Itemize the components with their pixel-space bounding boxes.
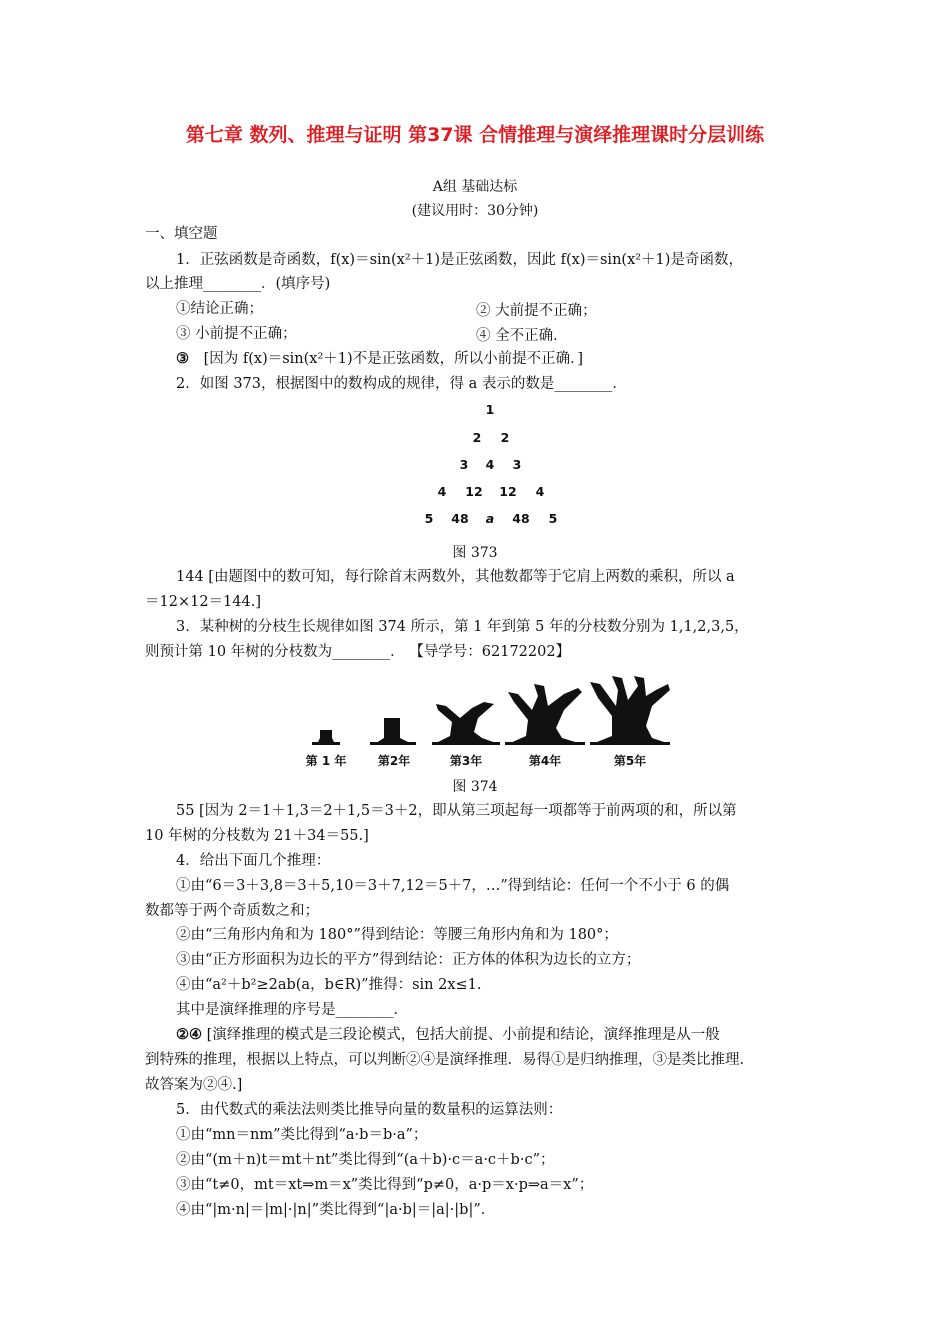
q4-line-6: ④由“a²＋b²≥2ab(a，b∈R)”推得：sin 2x≤1. (176, 977, 482, 993)
q1-option-2: ② 大前提不正确； (476, 303, 597, 319)
q4-answer-line-2: 到特殊的推理，根据以上特点，可以判断②④是演绎推理．易得①是归纳推理，③是类比推理． (145, 1052, 754, 1068)
page-title: 第七章 数列、推理与证明 第37课 合情推理与演绎推理课时分层训练 (185, 124, 765, 146)
tree-year-5 (590, 676, 670, 744)
q4-line-7: 其中是演绎推理的序号是________． (176, 1002, 408, 1018)
figure-374-caption: 图 374 (452, 779, 498, 795)
triangle-cell: 48 (451, 511, 469, 526)
triangle-cell: 3 (512, 457, 522, 472)
group-heading: A组 基础达标 (432, 179, 518, 195)
q5-line-1: 5．由代数式的乘法法则类比推导向量的数量积的运算法则： (176, 1102, 563, 1118)
triangle-cell: 2 (472, 430, 482, 445)
q3-answer-line-2: 10 年树的分枝数为 21＋34＝55.] (145, 828, 369, 844)
q4-line-2: ①由“6＝3＋3,8＝3＋5,10＝3＋7,12＝5＋7，…”得到结论：任何一个不小于 6 的偶 (176, 878, 730, 894)
tree-year-1 (318, 730, 334, 742)
triangle-cell: 1 (485, 402, 495, 417)
section-heading: 一、填空题 (145, 226, 218, 242)
q1-line-1: 1．正弦函数是奇函数，f(x)＝sin(x²＋1)是正弦函数，因此 f(x)＝sin(x²＋1)是奇函数， (176, 252, 743, 268)
triangle-cell: 48 (512, 511, 530, 526)
tree-label: 第4年 (528, 754, 562, 768)
q1-option-3: ③ 小前提不正确； (176, 326, 297, 342)
q4-line-1: 4．给出下面几个推理： (176, 853, 331, 869)
tree-year-2 (376, 718, 410, 743)
tree-year-3 (436, 702, 496, 743)
q5-line-5: ④由“|m·n|＝|m|·|n|”类比得到“|a·b|＝|a|·|b|”． (176, 1202, 496, 1218)
triangle-cell: 5 (548, 511, 558, 526)
q5-line-4: ③由“t≠0，mt＝xt⇒m＝x”类比得到“p≠0，a·p＝x·p⇒a＝x”； (176, 1177, 594, 1193)
q1-answer-text: [因为 f(x)＝sin(x²＋1)不是正弦函数，所以小前提不正确．] (203, 351, 584, 367)
ground-line (312, 742, 340, 745)
q4-line-5: ③由“正方形面积为边长的平方”得到结论：正方体的体积为边长的立方； (176, 952, 641, 968)
q4-answer-line-3: 故答案为②④.] (145, 1077, 243, 1093)
q4-line-3: 数都等于两个奇质数之和； (145, 903, 319, 919)
q1-option-1: ①结论正确； (176, 301, 263, 317)
triangle-cell: a (485, 511, 495, 526)
q3-line-2: 则预计第 10 年树的分枝数为________． 【导学号：62172202】 (145, 644, 571, 660)
q1-line-2: 以上推理________．(填序号) (145, 276, 331, 292)
triangle-cell: 4 (437, 484, 447, 499)
q1-answer-mark: ③ (176, 350, 189, 367)
tree-label: 第2年 (377, 754, 411, 768)
triangle-cell: 4 (485, 457, 495, 472)
triangle-cell: 12 (465, 484, 483, 499)
q5-line-2: ①由“mn＝nm”类比得到“a·b＝b·a”； (176, 1127, 428, 1143)
tree-year-4 (508, 684, 582, 744)
triangle-cell: 5 (424, 511, 434, 526)
figure-373-caption: 图 373 (452, 545, 498, 561)
triangle-cell: 3 (459, 457, 469, 472)
q2-answer-line-2: ＝12×12＝144.] (145, 594, 261, 610)
triangle-cell: 2 (500, 430, 510, 445)
triangle-cell: 12 (499, 484, 517, 499)
q2-line-1: 2．如图 373，根据图中的数构成的规律，得 a 表示的数是________． (176, 376, 627, 392)
suggested-time: (建议用时：30分钟) (411, 203, 539, 219)
triangle-cell: 4 (535, 484, 545, 499)
q4-line-4: ②由“三角形内角和为 180°”得到结论：等腰三角形内角和为 180°； (176, 927, 618, 943)
q1-option-4: ④ 全不正确． (476, 328, 568, 344)
q3-line-1: 3．某种树的分枝生长规律如图 374 所示，第 1 年到第 5 年的分枝数分别为 1,1,2,3,5， (176, 619, 749, 635)
tree-label: 第3年 (449, 754, 483, 768)
q5-line-3: ②由“(m＋n)t＝mt＋nt”类比得到“(a＋b)·c＝a·c＋b·c”； (176, 1152, 555, 1168)
q3-answer-line-1: 55 [因为 2＝1＋1,3＝2＋1,5＝3＋2，即从第三项起每一项都等于前两项的和，所以第 (176, 803, 737, 819)
q4-answer-text: [演绎推理的模式是三段论模式，包括大前提、小前提和结论，演绎推理是从一般 (202, 1027, 720, 1043)
tree-label: 第5年 (613, 754, 647, 768)
tree-growth-figure (300, 672, 680, 752)
q4-answer-line-1 (176, 1025, 720, 1045)
q4-answer-mark: ②④ (176, 1026, 202, 1043)
q2-answer-line-1: 144 [由题图中的数可知，每行除首末两数外，其他数都等于它肩上两数的乘积，所以 a (176, 569, 735, 585)
q1-answer (176, 349, 583, 369)
tree-label: 第 1 年 (305, 754, 347, 768)
